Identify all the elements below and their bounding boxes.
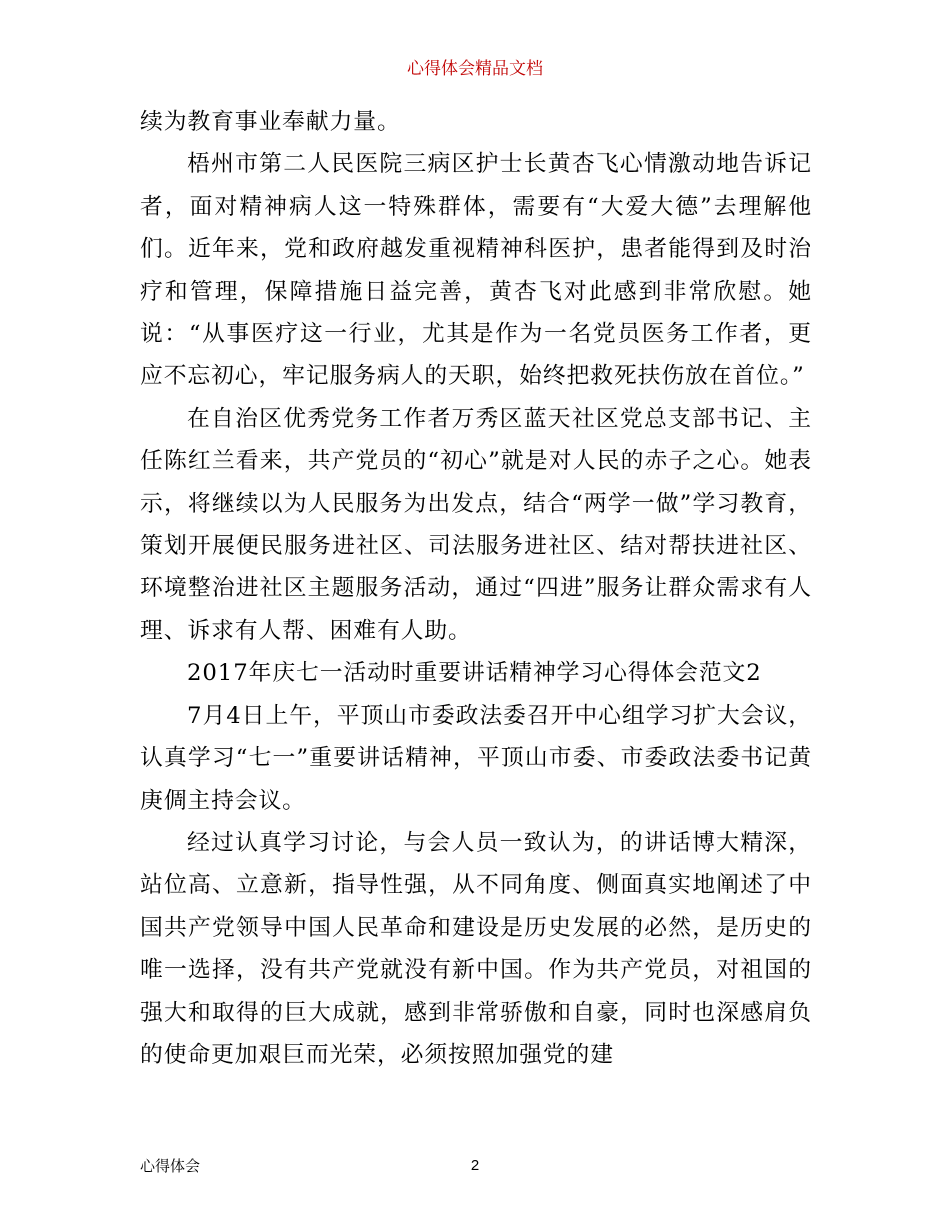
- page-number: 2: [470, 1157, 480, 1174]
- paragraph: 7月4日上午，平顶山市委政法委召开中心组学习扩大会议，认真学习“七一”重要讲话精神，平顶山市委、市委政法委书记黄庚倜主持会议。: [140, 702, 812, 814]
- page-header-title: 心得体会精品文档: [407, 59, 543, 79]
- paragraph-continuation: 续为教育事业奉献力量。: [140, 109, 401, 135]
- paragraph: 在自治区优秀党务工作者万秀区蓝天社区党总支部书记、主任陈红兰看来，共产党员的“初心”就是对人民的赤子之心。她表示，将继续以为人民服务为出发点，结合“两学一做”学习教育，策划开展便民服务进社区、司法服务进社区、结对帮扶进社区、环境整治进社区主题服务活动，通过“四进”服务让群众需求有人理、诉求有人帮、困难有人助。: [140, 405, 812, 644]
- section-title: 2017年庆七一活动时重要讲话精神学习心得体会范文2: [187, 660, 762, 687]
- paragraph: 经过认真学习讨论，与会人员一致认为，的讲话博大精深，站位高、立意新，指导性强，从不同角度、侧面真实地阐述了中国共产党领导中国人民革命和建设是历史发展的必然，是历史的唯一选择，没有共产党就没有新中国。作为共产党员，对祖国的强大和取得的巨大成就，感到非常骄傲和自豪，同时也深感肩负的使命更加艰巨而光荣，必须按照加强党的建: [140, 829, 812, 1068]
- document-body: [140, 101, 812, 1076]
- paragraph: 梧州市第二人民医院三病区护士长黄杏飞心情激动地告诉记者，面对精神病人这一特殊群体，需要有“大爱大德”去理解他们。近年来，党和政府越发重视精神科医护，患者能得到及时治疗和管理，保障措施日益完善，黄杏飞对此感到非常欣慰。她说：“从事医疗这一行业，尤其是作为一名党员医务工作者，更应不忘初心，牢记服务病人的天职，始终把救死扶伤放在首位。”: [140, 151, 812, 390]
- footer-label: 心得体会: [140, 1157, 201, 1175]
